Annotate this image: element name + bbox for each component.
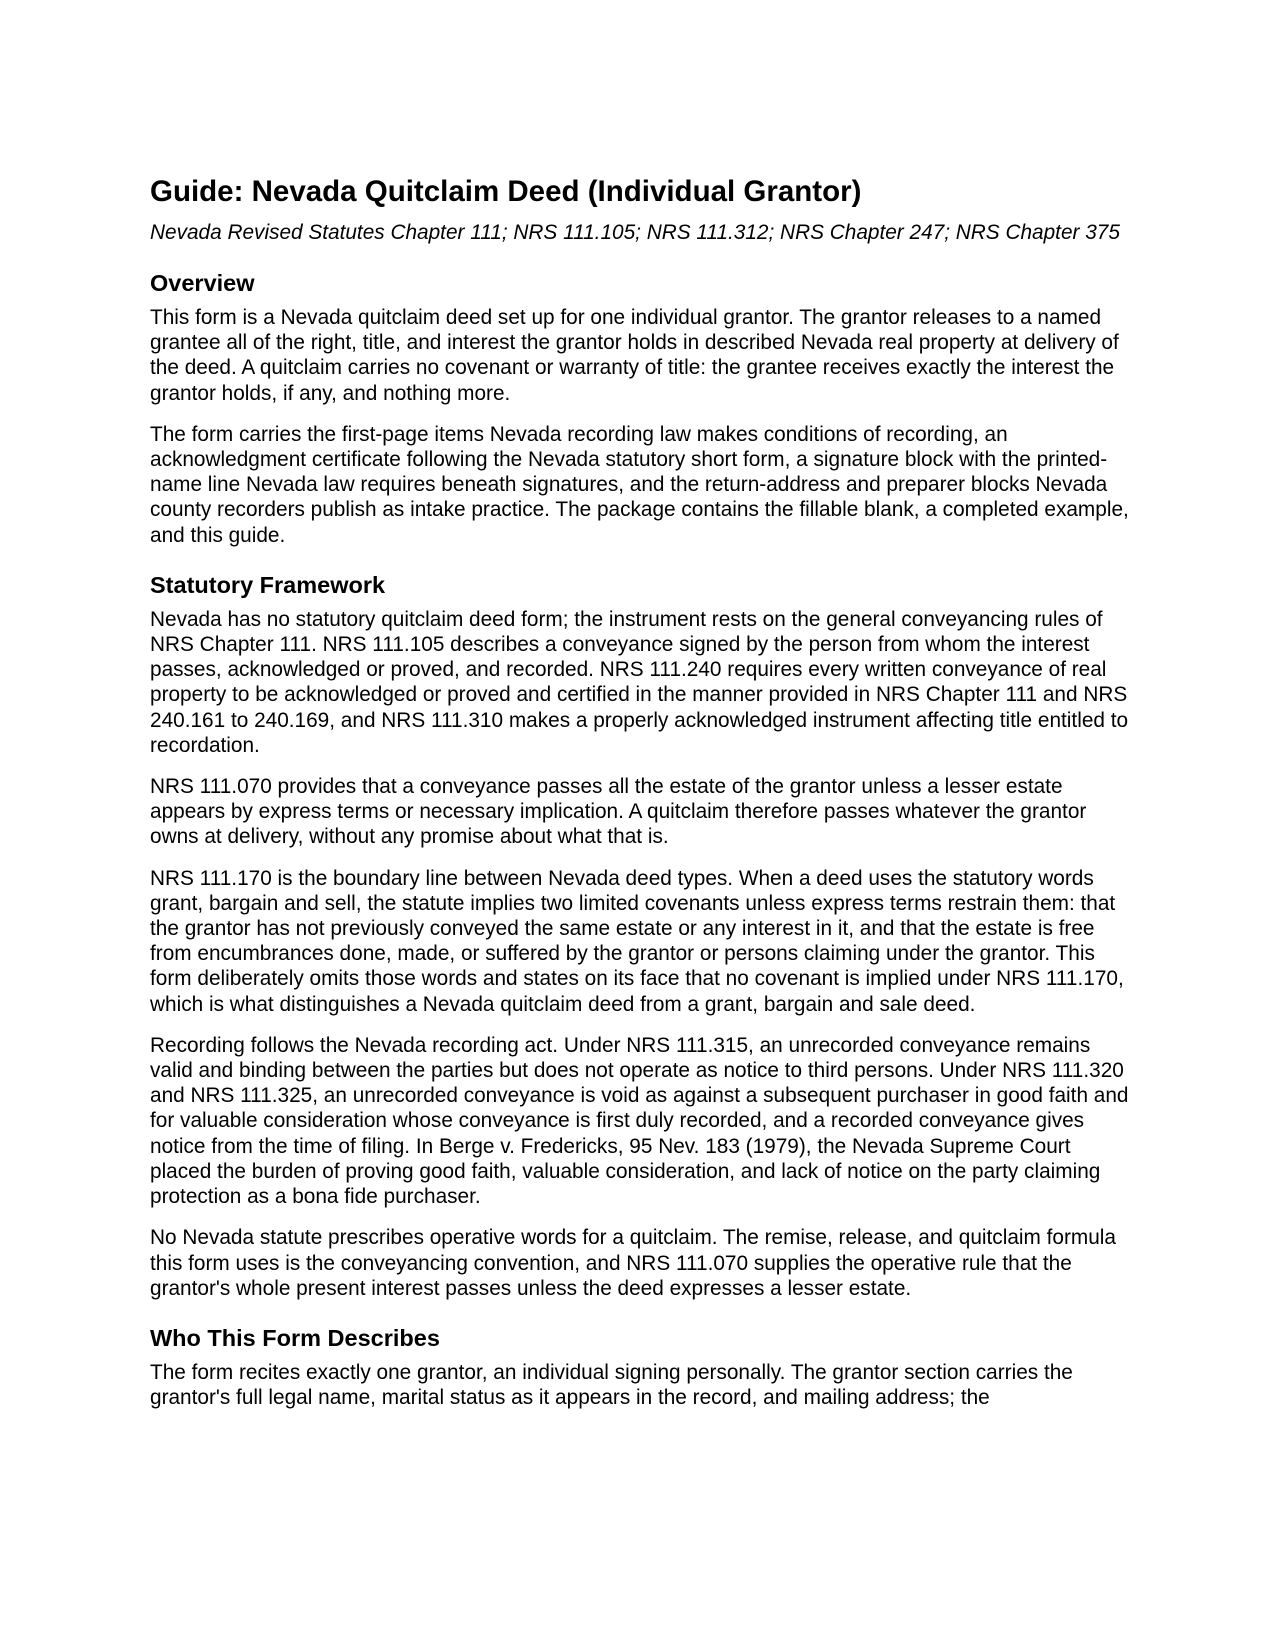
paragraph: NRS 111.070 provides that a conveyance passes all the estate of the grantor unless a lesser estate appears by express terms or necessary implication. A quitclaim therefore passes whatever the grantor owns at delivery, without any promise about what that is. bbox=[150, 775, 1087, 849]
paragraph: The form recites exactly one grantor, an individual signing personally. The grantor section carries the grantor's full legal name, marital status as it appears in the record, and mailing address; the bbox=[150, 1360, 1073, 1410]
section-heading: Who This Form Describes bbox=[150, 1324, 440, 1351]
section-statutory-framework bbox=[150, 570, 1130, 1301]
paragraph: This form is a Nevada quitclaim deed set up for one individual grantor. The grantor releases to a named grantee all of the right, title, and interest the grantor holds in described Nevada real property at delivery of the deed. A quitclaim carries no covenant or warranty of title: the grantee receives exactly the interest the grantor holds, if any, and nothing more. bbox=[150, 306, 1119, 405]
section-heading: Overview bbox=[150, 270, 255, 296]
section-heading: Statutory Framework bbox=[150, 571, 386, 598]
paragraph: NRS 111.170 is the boundary line between Nevada deed types. When a deed uses the statutory words grant, bargain and sell, the statute implies two limited covenants unless express terms restrain them: that the grantor has not previously conveyed the same estate or any interest in it, and that the estate is free from encumbrances done, made, or suffered by the grantor or persons claiming under the grantor. This form deliberately omits those words and states on its face that no covenant is implied under NRS 111.170, which is what distinguishes a Nevada quitclaim deed from a grant, bargain and sale deed. bbox=[150, 866, 1124, 1016]
document-title: Guide: Nevada Quitclaim Deed (Individual Grantor) bbox=[150, 175, 862, 208]
paragraph: Nevada has no statutory quitclaim deed form; the instrument rests on the general conveyancing rules of NRS Chapter 111. NRS 111.105 describes a conveyance signed by the person from whom the interest passes, acknowledged or proved, and recorded. NRS 111.240 requires every written conveyance of real property to be acknowledged or proved and certified in the manner provided in NRS Chapter 111 and NRS 240.161 to 240.169, and NRS 111.310 makes a properly acknowledged instrument affecting title entitled to recordation. bbox=[150, 607, 1129, 757]
paragraph: The form carries the first-page items Nevada recording law makes conditions of recording, an acknowledgment certificate following the Nevada statutory short form, a signature block with the printed-name line Nevada law requires beneath signatures, and the return-address and preparer blocks Nevada county recorders publish as intake practice. The package contains the fillable blank, a completed example, and this guide. bbox=[150, 422, 1129, 547]
section-overview bbox=[150, 268, 1130, 548]
paragraph: Recording follows the Nevada recording act. Under NRS 111.315, an unrecorded conveyance remains valid and binding between the parties but does not operate as notice to third persons. Under NRS 111.320 and NRS 111.325, an unrecorded conveyance is void as against a subsequent purchaser in good faith and for valuable consideration whose conveyance is first duly recorded, and a recorded conveyance gives notice from the time of filing. In Berge v. Fredericks, 95 Nev. 183 (1979), the Nevada Supreme Court placed the burden of proving good faith, valuable consideration, and lack of notice on the party claiming protection as a bona fide purchaser. bbox=[150, 1033, 1129, 1209]
statute-citations: Nevada Revised Statutes Chapter 111; NRS 111.105; NRS 111.312; NRS Chapter 247; NRS Chapter 375 bbox=[150, 221, 1120, 244]
paragraph: No Nevada statute prescribes operative words for a quitclaim. The remise, release, and quitclaim formula this form uses is the conveyancing convention, and NRS 111.070 supplies the operative rule that the grantor's whole present interest passes unless the deed expresses a lesser estate. bbox=[150, 1226, 1116, 1300]
document-page bbox=[150, 170, 1130, 1410]
section-who-this-form-describes bbox=[150, 1323, 1130, 1410]
